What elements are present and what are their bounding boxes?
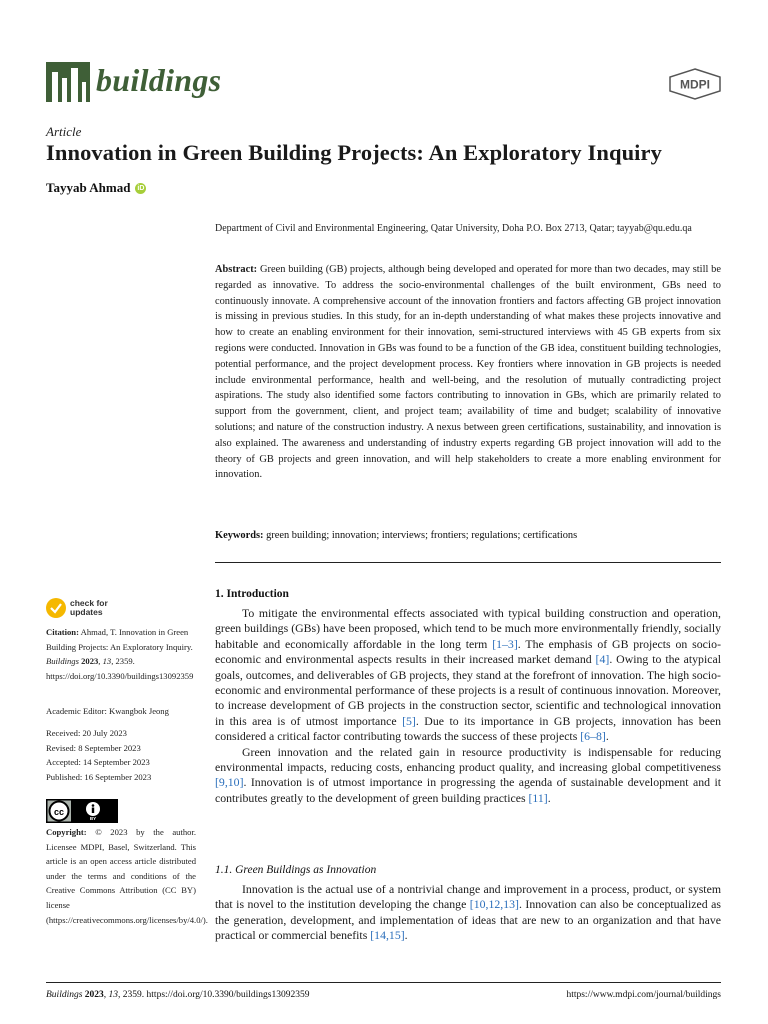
- footer-divider: [46, 982, 721, 983]
- revised-date: Revised: 8 September 2023: [46, 742, 141, 753]
- subsection-body: [215, 882, 721, 944]
- keywords-text: green building; innovation; interviews; frontiers; regulations; certifications: [266, 530, 578, 541]
- copyright-label: Copyright:: [46, 827, 87, 837]
- citation-volume: 13: [102, 656, 112, 667]
- footer-citation: Buildings 2023, 13, 2359. https://doi.org/10.3390/buildings13092359: [46, 990, 310, 1000]
- introduction-body: [215, 606, 721, 806]
- citation-link[interactable]: [5]: [402, 713, 416, 728]
- published-date: Published: 16 September 2023: [46, 771, 152, 782]
- copyright-text: © 2023 by the author. Licensee MDPI, Basel, Switzerland. This article is an open access article distributed under the terms and conditions of the Creative Commons Attribution (CC BY) license (https://creativecommons.org/licenses/by/4.0/).: [46, 827, 208, 925]
- dates: [46, 726, 196, 784]
- divider: [215, 562, 721, 563]
- affiliation: Department of Civil and Environmental Engineering, Qatar University, Doha P.O. Box 2713, Qatar; tayyab@qu.edu.qa: [215, 223, 692, 234]
- journal-logo[interactable]: [46, 58, 221, 102]
- citation-journal: Buildings: [46, 656, 79, 667]
- copyright: [46, 825, 208, 927]
- footer-year: 2023: [84, 990, 104, 1000]
- citation-text: Ahmad, T. Innovation in Green Building Projects: An Exploratory Inquiry.: [46, 627, 193, 652]
- subsection-heading: 1.1. Green Buildings as Innovation: [215, 864, 377, 876]
- mdpi-logo-icon[interactable]: [668, 68, 722, 100]
- author: [46, 180, 146, 196]
- footer-doi[interactable]: , 2359. https://doi.org/10.3390/buildings13092359: [118, 990, 310, 1000]
- citation-link[interactable]: [4]: [595, 652, 610, 667]
- check-updates-line2: updates: [70, 607, 103, 617]
- article-title: Innovation in Green Building Projects: An Exploratory Inquiry: [46, 140, 662, 165]
- article-type: Article: [46, 124, 82, 139]
- academic-editor: Academic Editor: Kwangbok Jeong: [46, 706, 169, 716]
- check-for-updates-button[interactable]: [46, 598, 108, 618]
- citation-label: Citation:: [46, 627, 79, 637]
- citation-link[interactable]: [1–3]: [492, 636, 518, 651]
- paragraph: Innovation is the actual use of a nontrivial change and improvement in a process, product, or system that is novel to the institution developing the change [10,12,13]. Innovation can also be conceptualized as the generation, development, and implementation of ideas that are new to an organization and that have practical or commercial benefits [14,15].: [215, 882, 721, 943]
- author-name: Tayyab Ahmad: [46, 180, 131, 195]
- cc-by-license-icon[interactable]: [46, 799, 118, 823]
- footer-journal-url[interactable]: https://www.mdpi.com/journal/buildings: [566, 990, 721, 1000]
- citation: Citation: Ahmad, T. Innovation in Green Building Projects: An Exploratory Inquiry. Buildings 2023, 13, 2359. https://doi.org/10.3390/buildings13092359: [46, 627, 194, 681]
- abstract-text: Green building (GB) projects, although being developed and operated for more than two decades, may still be regarded as innovative. To address the socio-environmental challenges of the built environment, GBs need to continuously innovate. A comprehensive account of the innovation frontiers and factors affecting GB project innovation is missing in previous studies. In this study, for an in-depth understanding of what makes these projects innovative and how to create an enabling environment for their innovation, semi-structured interviews with 45 GB experts from six regions were conducted. Innovation in GBs was found to be a function of the GB idea, constituent building technologies, potential performance, and the project development process. Key frontiers where innovation in GB projects is needed include environmental performance, health and well-being, and the resolution of mutually contradicting project aspirations. The study also identified some factors contributing to innovation in GBs, which are primarily related to support from the government, client, and project team; availability of time and budget; scalability of innovative solutions; and nature of the construction industry. A nexus between green certifications, sustainability, and innovation is also explained. The awareness and understanding of industry experts regarding GB project innovation will add to the theory of GB projects and green innovation, and will help stakeholders to create a more enabling environment for innovation.: [215, 264, 721, 481]
- check-updates-line1: check for: [70, 598, 108, 608]
- abstract-label: Abstract:: [215, 264, 258, 275]
- citation-link[interactable]: [9,10]: [215, 775, 244, 790]
- keywords-label: Keywords:: [215, 530, 264, 541]
- accepted-date: Accepted: 14 September 2023: [46, 757, 150, 768]
- citation-link[interactable]: [11]: [528, 790, 548, 805]
- citation-link[interactable]: [6–8]: [580, 729, 606, 744]
- citation-link[interactable]: [10,12,13]: [469, 897, 519, 912]
- orcid-icon[interactable]: iD: [137, 184, 145, 192]
- paragraph: To mitigate the environmental effects associated with typical building construction and operation, green buildings (GBs) have been proposed, which tend to be much more environmentally friendly, socially habitable and economically affordable in the long term [1–3]. The emphasis of GB projects on socio-economic and environmental aspects results in their increased market demand [4]. Owing to the atypical goals, outcomes, and deliverables of GB projects, they stand at the forefront of innovation. The high socio-economic and environmental performance of these projects is a result of continuous innovation. Moreover, to increase development of GB projects in the construction sector, scientific and technological innovation in this area is of utmost importance [5]. Due to its importance in GB projects, innovation has been considered a critical factor contributing towards the success of these projects [6–8].: [215, 606, 722, 744]
- footer-volume: 13: [108, 990, 119, 1000]
- check-updates-icon: [46, 598, 66, 618]
- citation-year: 2023: [81, 656, 99, 667]
- keywords: [215, 528, 721, 543]
- buildings-logo-icon: [46, 58, 90, 102]
- received-date: Received: 20 July 2023: [46, 728, 127, 738]
- citation-doi[interactable]: , 2359. https://doi.org/10.3390/buildings13092359: [46, 656, 194, 681]
- paragraph: Green innovation and the related gain in resource productivity is indispensable for reducing environmental impacts, reducing costs, enhancing product quality, and increasing global competitiveness [9,10]. Innovation is of utmost importance in progressing the agenda of sustainable development and it contributes greatly to the development of green building practices [11].: [215, 744, 721, 805]
- svg-text:cc: cc: [53, 807, 65, 817]
- section-heading-introduction: 1. Introduction: [215, 588, 289, 600]
- citation-link[interactable]: [14,15]: [370, 928, 405, 943]
- footer-journal: Buildings: [46, 990, 83, 1000]
- publisher-name: MDPI: [680, 77, 710, 92]
- journal-name: buildings: [96, 62, 222, 98]
- svg-text:BY: BY: [89, 816, 97, 821]
- abstract: [215, 262, 721, 483]
